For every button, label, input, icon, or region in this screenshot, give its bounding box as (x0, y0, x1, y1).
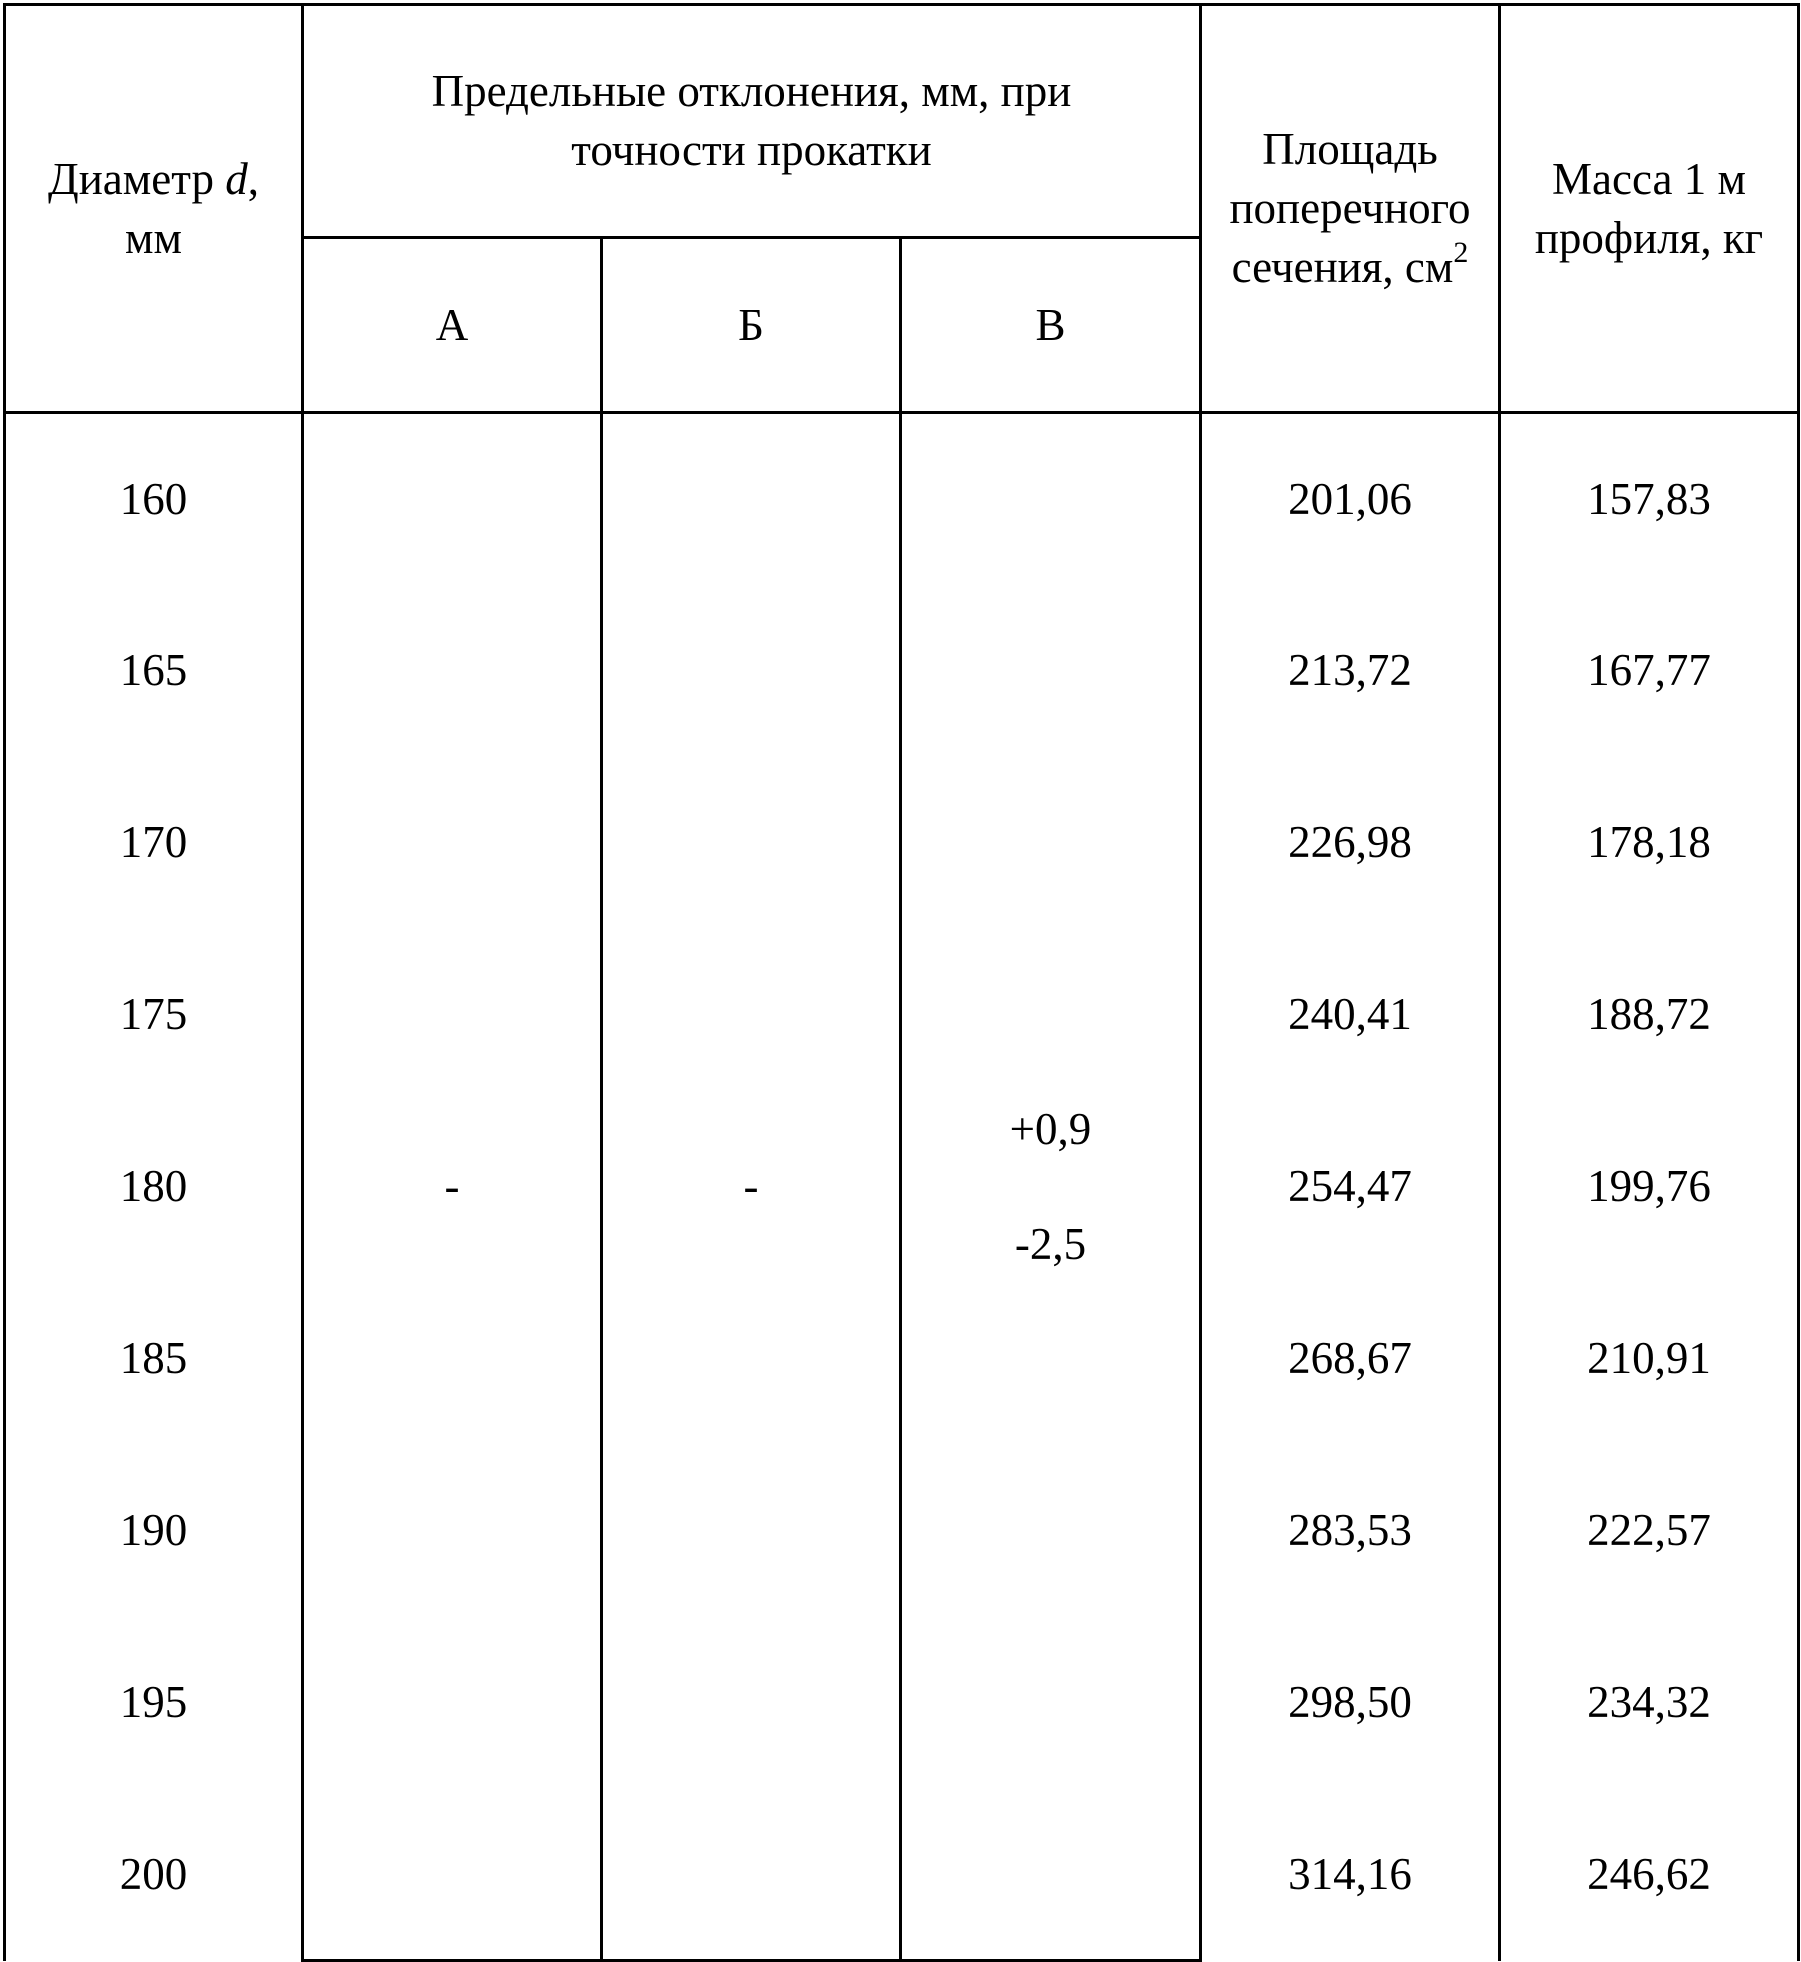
deviation-v-lower: -2,5 (1014, 1218, 1087, 1269)
diameter-cell: 180 (5, 1101, 303, 1273)
diameter-cell: 200 (5, 1789, 303, 1961)
header-precision-v: В (901, 238, 1201, 413)
mass-cell: 178,18 (1500, 757, 1799, 929)
header-area-line2: поперечного (1229, 183, 1471, 233)
mass-cell: 234,32 (1500, 1617, 1799, 1789)
header-precision-a: А (303, 238, 602, 413)
diameter-cell: 185 (5, 1273, 303, 1445)
diameter-cell: 175 (5, 929, 303, 1101)
deviation-v-cell (901, 413, 1201, 1961)
header-diameter-suffix: , (247, 153, 259, 204)
area-cell: 201,06 (1201, 413, 1500, 585)
deviation-v-values (1010, 1100, 1092, 1274)
header-deviation-line2: точности прокатки (571, 125, 932, 175)
area-cell: 213,72 (1201, 585, 1500, 757)
diameter-cell: 165 (5, 585, 303, 757)
diameter-cell: 170 (5, 757, 303, 929)
mass-cell: 188,72 (1500, 929, 1799, 1101)
header-mass-line2: профиля, кг (1534, 212, 1764, 263)
deviation-a-cell: - (303, 413, 602, 1961)
steel-bar-spec-table (3, 3, 1800, 1962)
table-body (5, 413, 1799, 1961)
area-cell: 283,53 (1201, 1445, 1500, 1617)
area-cell: 268,67 (1201, 1273, 1500, 1445)
mass-cell: 167,77 (1500, 585, 1799, 757)
diameter-cell: 160 (5, 413, 303, 585)
header-mass (1500, 5, 1799, 413)
header-diameter-var: d (225, 153, 248, 204)
header-area-line3: сечения, см (1231, 242, 1454, 292)
mass-cell: 199,76 (1500, 1101, 1799, 1273)
header-area (1201, 5, 1500, 413)
area-cell: 226,98 (1201, 757, 1500, 929)
diameter-cell: 190 (5, 1445, 303, 1617)
header-deviation-line1: Предельные отклонения, мм, при (431, 66, 1072, 116)
header-mass-line1: Масса 1 м (1552, 153, 1746, 204)
header-diameter (5, 5, 303, 413)
header-area-line1: Площадь (1262, 124, 1438, 174)
area-cell: 254,47 (1201, 1101, 1500, 1273)
deviation-b-cell: - (602, 413, 901, 1961)
area-cell: 298,50 (1201, 1617, 1500, 1789)
mass-cell: 157,83 (1500, 413, 1799, 585)
mass-cell: 210,91 (1500, 1273, 1799, 1445)
header-precision-b: Б (602, 238, 901, 413)
header-diameter-prefix: Диаметр (48, 153, 226, 204)
header-diameter-unit: мм (125, 212, 182, 263)
mass-cell: 246,62 (1500, 1789, 1799, 1961)
area-cell: 240,41 (1201, 929, 1500, 1101)
deviation-v-upper: +0,9 (1009, 1103, 1092, 1154)
header-deviation-group (303, 5, 1201, 238)
area-cell: 314,16 (1201, 1789, 1500, 1961)
header-area-sup: 2 (1453, 236, 1469, 269)
mass-cell: 222,57 (1500, 1445, 1799, 1617)
diameter-cell: 195 (5, 1617, 303, 1789)
table-row (5, 413, 1799, 585)
table-header (5, 5, 1799, 413)
